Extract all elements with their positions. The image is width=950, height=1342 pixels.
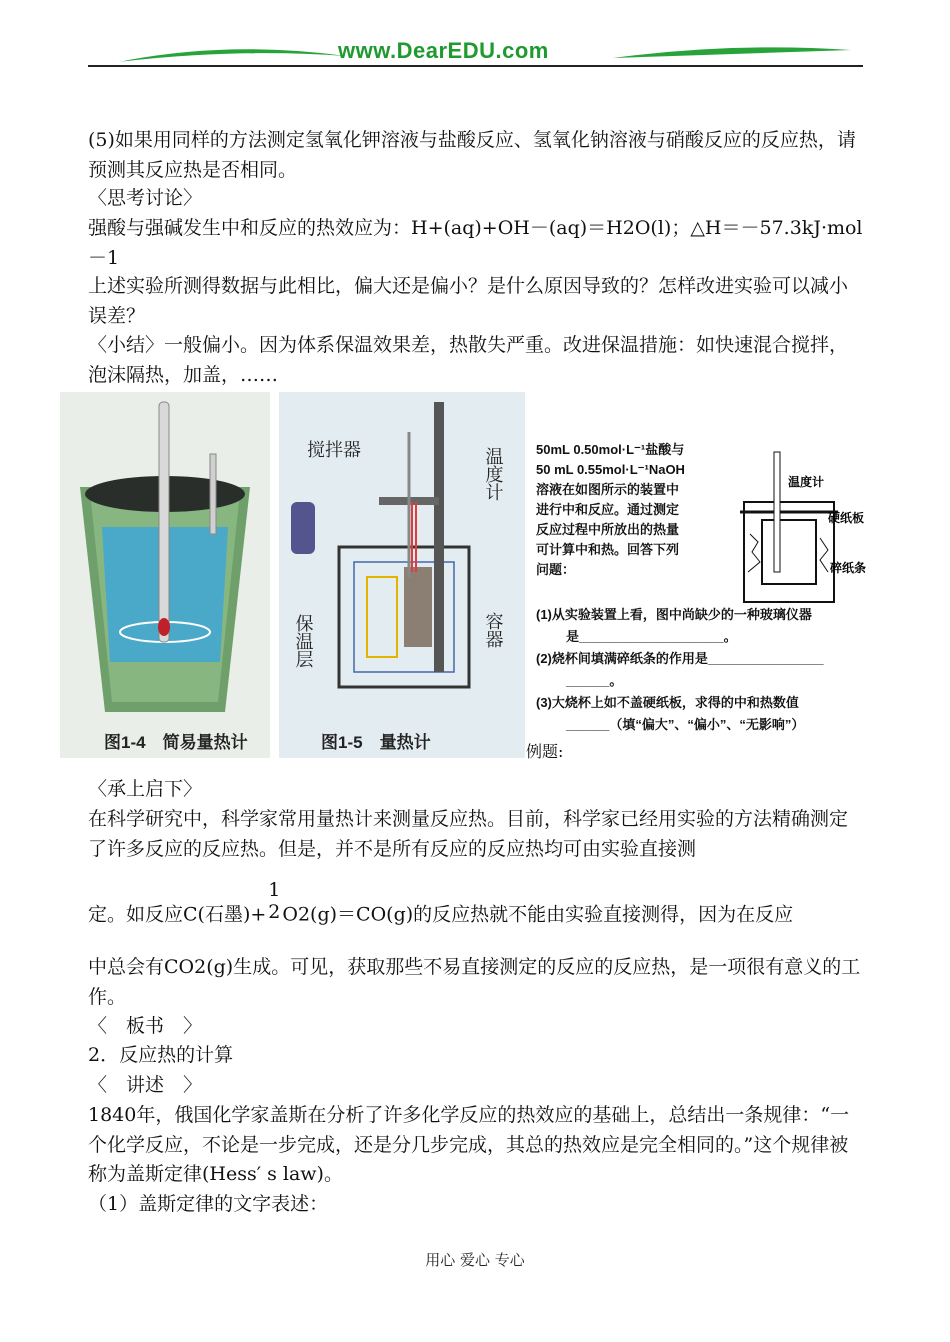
exercise-line: 进行中和反应。通过测定 bbox=[536, 502, 680, 517]
label-stirrer: 搅拌器 bbox=[307, 440, 361, 461]
figures-row bbox=[60, 392, 880, 760]
research-paragraph: 在科学研究中，科学家常用量热计来测量反应热。目前，科学家已经用实验的方法精确测定了许多反应的反应热。但是，并不是所有反应的反应热均可由实验直接测 bbox=[88, 808, 849, 860]
page-footer: 用心 爱心 专心 bbox=[425, 1251, 525, 1269]
lecture-heading: 〈 讲述 〉 bbox=[88, 1074, 203, 1096]
fraction-numerator: 1 bbox=[268, 879, 281, 901]
label-cardboard: 硬纸板 bbox=[828, 511, 865, 525]
swoosh-right-icon bbox=[613, 38, 853, 68]
q1-line-a: (1)从实验装置上看，图中尚缺少的一种玻璃仪器 bbox=[536, 607, 812, 622]
discussion-heading: 〈思考讨论〉 bbox=[88, 187, 203, 209]
fraction-one-half bbox=[268, 880, 280, 923]
calorimeter-figure bbox=[279, 392, 525, 758]
exercise-line: 反应过程中所放出的热量 bbox=[536, 522, 680, 537]
exercise-intro bbox=[536, 440, 736, 580]
label-container: 容器 bbox=[482, 612, 504, 648]
q3-line-a: (3)大烧杯上如不盖硬纸板，求得的中和热数值 bbox=[536, 695, 799, 710]
fig2-caption: 图1-5 量热计 bbox=[321, 733, 431, 752]
co2-paragraph: 中总会有CO2(g)生成。可见，获取那些不易直接测定的反应的反应热，是一项很有意义的工作。 bbox=[88, 956, 861, 1008]
exercise-line: 50 mL 0.55mol·L⁻¹NaOH bbox=[536, 462, 685, 477]
page-header bbox=[88, 30, 863, 72]
reaction-text-a: 定。如反应C(石墨)+ bbox=[88, 903, 267, 926]
reaction-text-b: O2(g)＝CO(g)的反应热就不能由实验直接测得，因为在反应 bbox=[282, 903, 794, 926]
fraction-denominator: 2 bbox=[268, 901, 281, 923]
exercise-questions bbox=[536, 604, 876, 736]
example-label: 例题: bbox=[526, 742, 564, 761]
beaker-apparatus-figure bbox=[728, 442, 878, 612]
label-thermometer: 温度计 bbox=[482, 447, 504, 501]
exercise-line: 可计算中和热。回答下列 bbox=[536, 542, 680, 557]
label-thermometer-small: 温度计 bbox=[788, 475, 825, 489]
exercise-line: 50mL 0.50mol·L⁻¹盐酸与 bbox=[536, 442, 685, 457]
hess-law-paragraph: 1840年，俄国化学家盖斯在分析了许多化学反应的热效应的基础上，总结出一条规律：“一个化学反应，不论是一步完成，还是分几步完成，其总的热效应是完全相同的。”这个规律被称为盖斯定律(Hess′ s law)。 bbox=[88, 1104, 850, 1185]
header-rule bbox=[88, 65, 863, 67]
swoosh-left-icon bbox=[118, 38, 348, 68]
label-insulation: 保温层 bbox=[292, 614, 314, 668]
exercise-line: 问题： bbox=[536, 562, 576, 577]
question-5: (5)如果用同样的方法测定氢氧化钾溶液与盐酸反应、氢氧化钠溶液与硝酸反应的反应热，请预测其反应热是否相同。 bbox=[88, 129, 856, 181]
section-title: 2．反应热的计算 bbox=[88, 1044, 234, 1066]
label-paper-strips: 碎纸条 bbox=[830, 561, 867, 575]
simple-calorimeter-figure bbox=[60, 392, 270, 758]
hess-law-statement: （1）盖斯定律的文字表述： bbox=[88, 1193, 329, 1215]
site-logo-text: www.DearEDU.com bbox=[338, 38, 549, 63]
q1-line-b: 是____________________。 bbox=[566, 629, 737, 644]
summary: 〈小结〉一般偏小。因为体系保温效果差，热散失严重。改进保温措施：如快速混合搅拌，泡沫隔热，加盖，…… bbox=[88, 334, 849, 386]
discussion-question: 上述实验所测得数据与此相比，偏大还是偏小？是什么原因导致的？怎样改进实验可以减小误差？ bbox=[88, 275, 849, 327]
q3-line-b: ______（填“偏大”、“偏小”、“无影响”） bbox=[566, 717, 805, 732]
reaction-line bbox=[88, 879, 864, 937]
q2-line-b: ______。 bbox=[566, 673, 623, 688]
transition-heading: 〈承上启下〉 bbox=[88, 778, 203, 800]
exercise-line: 溶液在如图所示的装置中 bbox=[536, 482, 680, 497]
board-heading: 〈 板书 〉 bbox=[88, 1015, 203, 1037]
q2-line-a: (2)烧杯间填满碎纸条的作用是________________ bbox=[536, 651, 824, 666]
thermochemical-equation: 强酸与强碱发生中和反应的热效应为：H+(aq)+OH－(aq)＝H2O(l)；△H＝－57.3kJ·mol－1 bbox=[88, 217, 863, 269]
fig1-caption: 图1-4 简易量热计 bbox=[104, 733, 248, 752]
